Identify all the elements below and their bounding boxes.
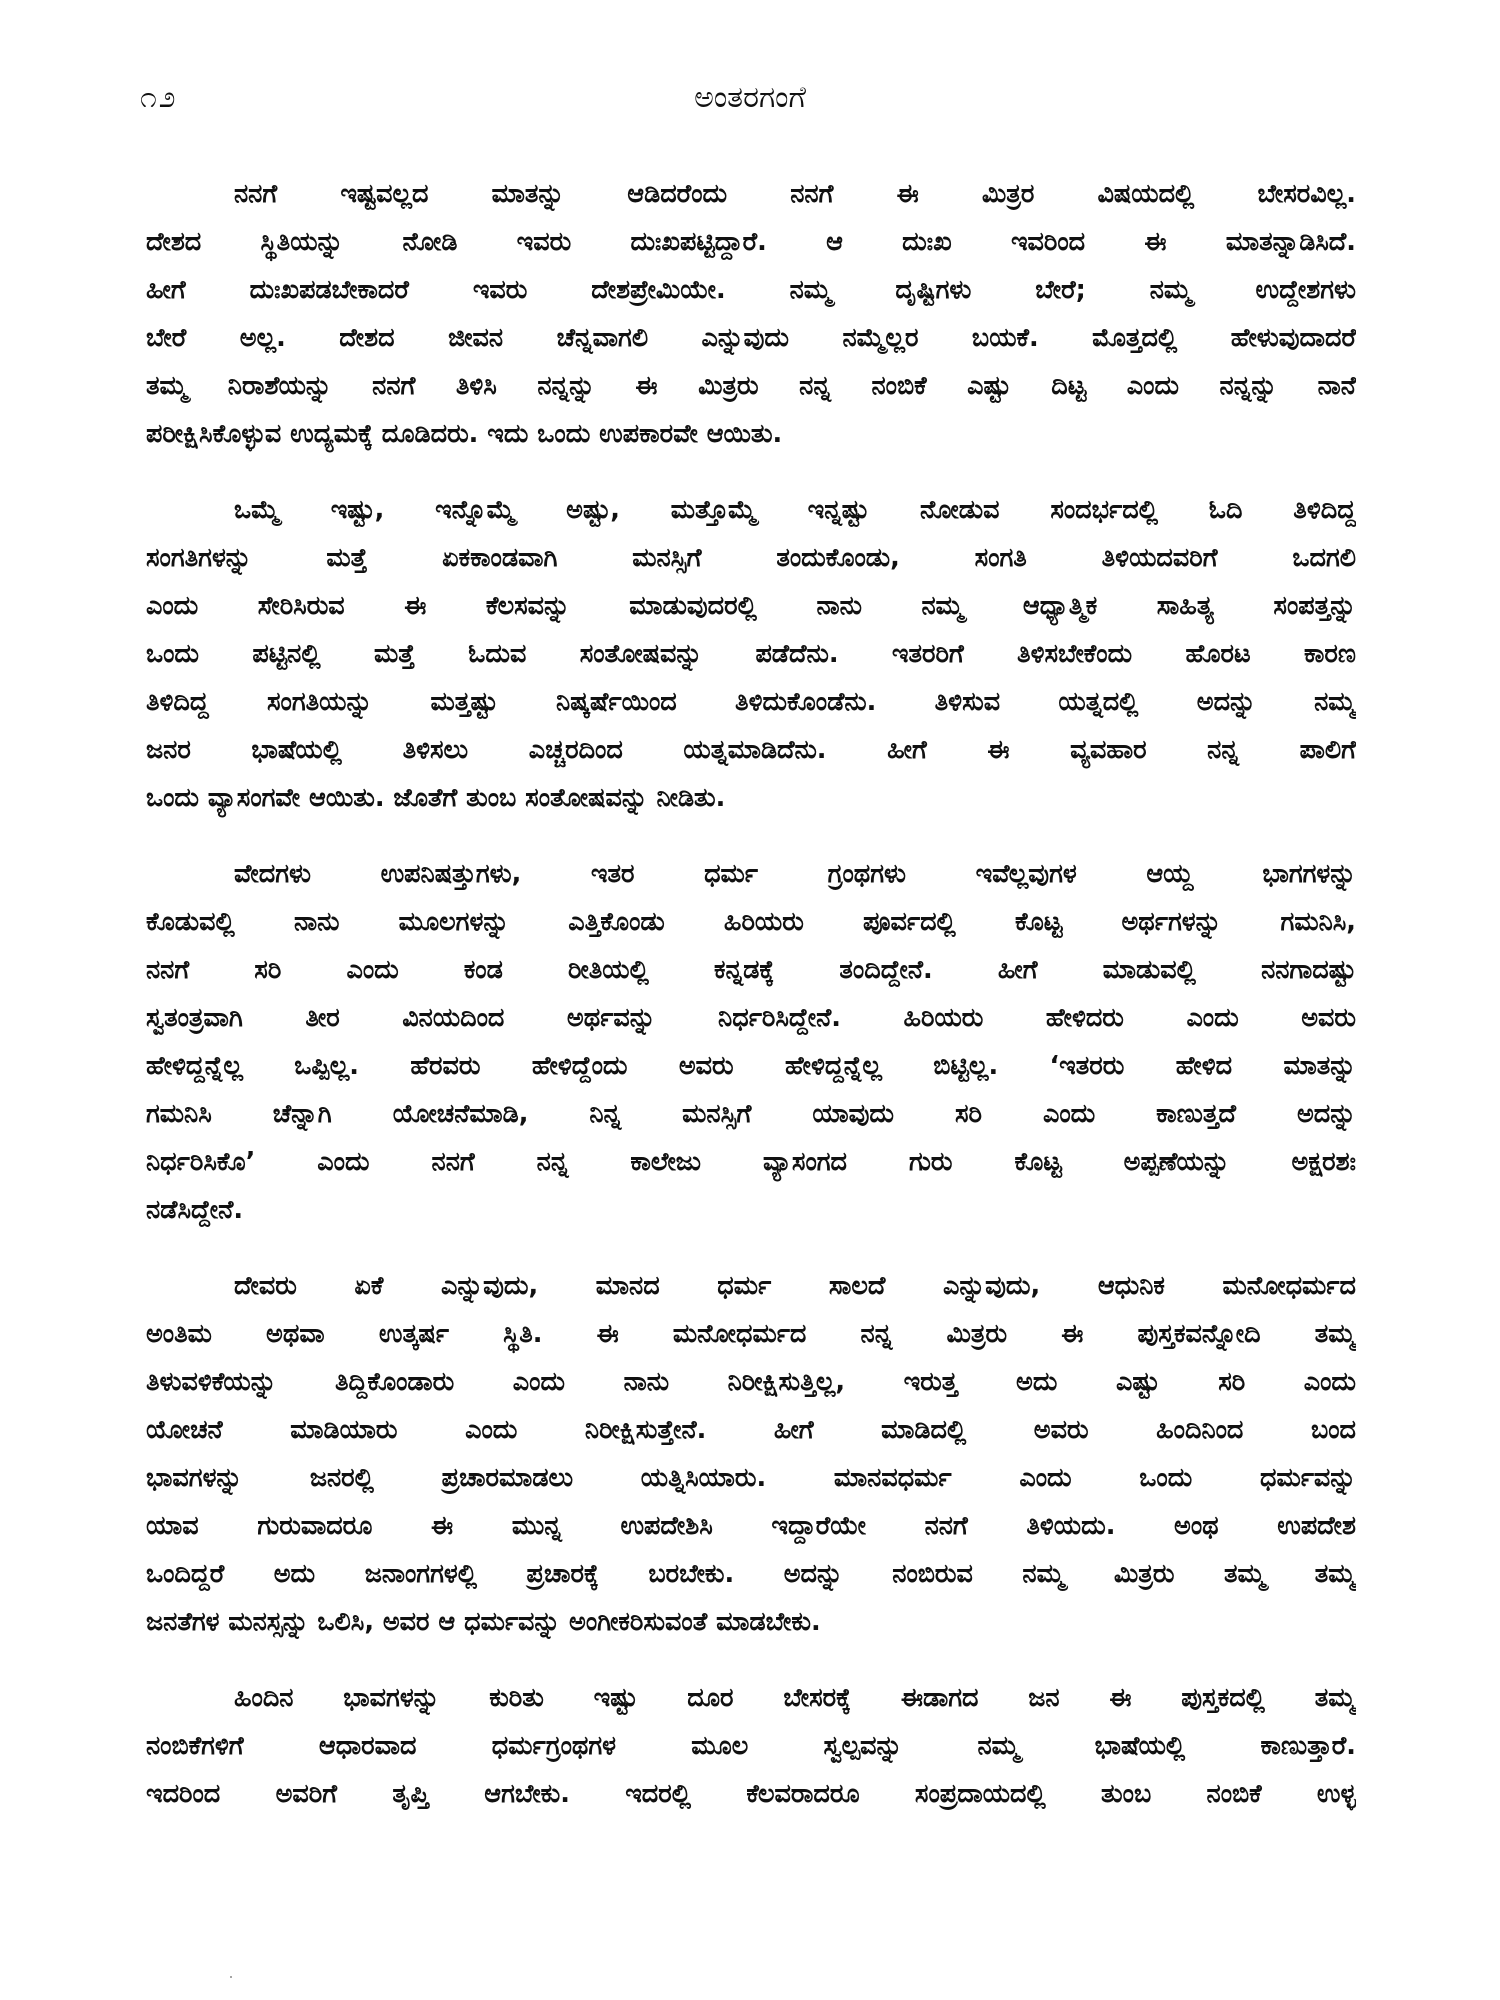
text-line: ಅಂತಿಮ ಅಥವಾ ಉತ್ಕರ್ಷ ಸ್ಥಿತಿ. ಈ ಮನೋಧರ್ಮದ ನನ್ನ ಮಿತ್ರರು ಈ ಪುಸ್ತಕವನ್ನೋದಿ ತಮ್ಮ bbox=[146, 1319, 1356, 1349]
text-line: ದೇವರು ಏಕೆ ಎನ್ನುವುದು, ಮಾನದ ಧರ್ಮ ಸಾಲದೆ ಎನ್ನುವುದು, ಆಧುನಿಕ ಮನೋಧರ್ಮದ bbox=[234, 1271, 1356, 1301]
text-line: ಸಂಗತಿಗಳನ್ನು ಮತ್ತೆ ಏಕಕಾಂಡವಾಗಿ ಮನಸ್ಸಿಗೆ ತಂದುಕೊಂಡು, ಸಂಗತಿ ತಿಳಿಯದವರಿಗೆ ಒದಗಲಿ bbox=[146, 543, 1356, 573]
text-line: ಒಮ್ಮೆ ಇಷ್ಟು, ಇನ್ನೊಮ್ಮೆ ಅಷ್ಟು, ಮತ್ತೊಮ್ಮೆ ಇನ್ನಷ್ಟು ನೋಡುವ ಸಂದರ್ಭದಲ್ಲಿ ಓದಿ ತಿಳಿದಿದ್ದ bbox=[234, 495, 1356, 525]
text-line: ನಂಬಿಕೆಗಳಿಗೆ ಆಧಾರವಾದ ಧರ್ಮಗ್ರಂಥಗಳ ಮೂಲ ಸ್ವಲ್ಪವನ್ನು ನಮ್ಮ ಭಾಷೆಯಲ್ಲಿ ಕಾಣುತ್ತಾರೆ. bbox=[146, 1731, 1356, 1761]
text-line: ವೇದಗಳು ಉಪನಿಷತ್ತುಗಳು, ಇತರ ಧರ್ಮ ಗ್ರಂಥಗಳು ಇವೆಲ್ಲವುಗಳ ಆಯ್ದ ಭಾಗಗಳನ್ನು bbox=[234, 859, 1356, 889]
text-line: ದೇಶದ ಸ್ಥಿತಿಯನ್ನು ನೋಡಿ ಇವರು ದುಃಖಪಟ್ಟಿದ್ದಾರೆ. ಆ ದುಃಖ ಇವರಿಂದ ಈ ಮಾತನ್ನಾಡಿಸಿದೆ. bbox=[146, 227, 1356, 257]
text-line: ಎಂದು ಸೇರಿಸಿರುವ ಈ ಕೆಲಸವನ್ನು ಮಾಡುವುದರಲ್ಲಿ ನಾನು ನಮ್ಮ ಆಧ್ಯಾತ್ಮಿಕ ಸಾಹಿತ್ಯ ಸಂಪತ್ತನ್ನು bbox=[146, 591, 1356, 621]
text-line: ಯೋಚನೆ ಮಾಡಿಯಾರು ಎಂದು ನಿರೀಕ್ಷಿಸುತ್ತೇನೆ. ಹೀಗೆ ಮಾಡಿದಲ್ಲಿ ಅವರು ಹಿಂದಿನಿಂದ ಬಂದ bbox=[146, 1415, 1356, 1445]
text-line: ಗಮನಿಸಿ ಚೆನ್ನಾಗಿ ಯೋಚನೆಮಾಡಿ, ನಿನ್ನ ಮನಸ್ಸಿಗೆ ಯಾವುದು ಸರಿ ಎಂದು ಕಾಣುತ್ತದೆ ಅದನ್ನು bbox=[146, 1099, 1356, 1129]
text-line: ಯಾವ ಗುರುವಾದರೂ ಈ ಮುನ್ನ ಉಪದೇಶಿಸಿ ಇದ್ದಾರೆಯೇ ನನಗೆ ತಿಳಿಯದು. ಅಂಥ ಉಪದೇಶ bbox=[146, 1511, 1356, 1541]
text-line: ಒಂದಿದ್ದರೆ ಅದು ಜನಾಂಗಗಳಲ್ಲಿ ಪ್ರಚಾರಕ್ಕೆ ಬರಬೇಕು. ಅದನ್ನು ನಂಬಿರುವ ನಮ್ಮ ಮಿತ್ರರು ತಮ್ಮ ತಮ್ಮ bbox=[146, 1559, 1356, 1589]
text-line: ಬೇರೆ ಅಲ್ಲ. ದೇಶದ ಜೀವನ ಚೆನ್ನವಾಗಲಿ ಎನ್ನುವುದು ನಮ್ಮೆಲ್ಲರ ಬಯಕೆ. ಮೊತ್ತದಲ್ಲಿ ಹೇಳುವುದಾದರೆ bbox=[146, 323, 1356, 353]
text-line: ಜನತೆಗಳ ಮನಸ್ಸನ್ನು ಒಲಿಸಿ, ಅವರ ಆ ಧರ್ಮವನ್ನು ಅಂಗೀಕರಿಸುವಂತೆ ಮಾಡಬೇಕು. bbox=[146, 1607, 821, 1637]
text-line: ನಿರ್ಧರಿಸಿಕೊ’ ಎಂದು ನನಗೆ ನನ್ನ ಕಾಲೇಜು ವ್ಯಾಸಂಗದ ಗುರು ಕೊಟ್ಟ ಅಪ್ಪಣೆಯನ್ನು ಅಕ್ಷರಶಃ bbox=[146, 1147, 1356, 1177]
paragraph-2 bbox=[146, 486, 1356, 822]
text-line: ಸ್ವತಂತ್ರವಾಗಿ ತೀರ ವಿನಯದಿಂದ ಅರ್ಥವನ್ನು ನಿರ್ಧರಿಸಿದ್ದೇನೆ. ಹಿರಿಯರು ಹೇಳಿದರು ಎಂದು ಅವರು bbox=[146, 1003, 1356, 1033]
text-line: ನನಗೆ ಸರಿ ಎಂದು ಕಂಡ ರೀತಿಯಲ್ಲಿ ಕನ್ನಡಕ್ಕೆ ತಂದಿದ್ದೇನೆ. ಹೀಗೆ ಮಾಡುವಲ್ಲಿ ನನಗಾದಷ್ಟು bbox=[146, 955, 1356, 985]
text-line: ಹೀಗೆ ದುಃಖಪಡಬೇಕಾದರೆ ಇವರು ದೇಶಪ್ರೇಮಿಯೇ. ನಮ್ಮ ದೃಷ್ಟಿಗಳು ಬೇರೆ; ನಮ್ಮ ಉದ್ದೇಶಗಳು bbox=[146, 275, 1356, 305]
body-text bbox=[146, 170, 1356, 1846]
text-line: ಹಿಂದಿನ ಭಾವಗಳನ್ನು ಕುರಿತು ಇಷ್ಟು ದೂರ ಬೇಸರಕ್ಕೆ ಈಡಾಗದ ಜನ ಈ ಪುಸ್ತಕದಲ್ಲಿ ತಮ್ಮ bbox=[234, 1683, 1356, 1713]
text-line: ಕೊಡುವಲ್ಲಿ ನಾನು ಮೂಲಗಳನ್ನು ಎತ್ತಿಕೊಂಡು ಹಿರಿಯರು ಪೂರ್ವದಲ್ಲಿ ಕೊಟ್ಟ ಅರ್ಥಗಳನ್ನು ಗಮನಿಸಿ, bbox=[146, 907, 1356, 937]
scan-speck bbox=[230, 1976, 232, 1978]
text-line: ಪರೀಕ್ಷಿಸಿಕೊಳ್ಳುವ ಉದ್ಯಮಕ್ಕೆ ದೂಡಿದರು. ಇದು ಒಂದು ಉಪಕಾರವೇ ಆಯಿತು. bbox=[146, 419, 783, 449]
running-title: ಅಂತರಗಂಗೆ bbox=[694, 80, 806, 115]
paragraph-3 bbox=[146, 850, 1356, 1234]
page-number: ೧೨ bbox=[140, 80, 178, 115]
text-line: ಇದರಿಂದ ಅವರಿಗೆ ತೃಪ್ತಿ ಆಗಬೇಕು. ಇದರಲ್ಲಿ ಕೆಲವರಾದರೂ ಸಂಪ್ರದಾಯದಲ್ಲಿ ತುಂಬ ನಂಬಿಕೆ ಉಳ್ಳ bbox=[146, 1779, 1356, 1809]
paragraph-1 bbox=[146, 170, 1356, 458]
paragraph-4 bbox=[146, 1262, 1356, 1646]
text-line: ಒಂದು ಪಟ್ಟಿನಲ್ಲಿ ಮತ್ತೆ ಓದುವ ಸಂತೋಷವನ್ನು ಪಡೆದೆನು. ಇತರರಿಗೆ ತಿಳಿಸಬೇಕೆಂದು ಹೊರಟ ಕಾರಣ bbox=[146, 639, 1356, 669]
text-line: ಜನರ ಭಾಷೆಯಲ್ಲಿ ತಿಳಿಸಲು ಎಚ್ಚರದಿಂದ ಯತ್ನಮಾಡಿದೆನು. ಹೀಗೆ ಈ ವ್ಯವಹಾರ ನನ್ನ ಪಾಲಿಗೆ bbox=[146, 735, 1356, 765]
text-line: ತಮ್ಮ ನಿರಾಶೆಯನ್ನು ನನಗೆ ತಿಳಿಸಿ ನನ್ನನ್ನು ಈ ಮಿತ್ರರು ನನ್ನ ನಂಬಿಕೆ ಎಷ್ಟು ದಿಟ್ಟ ಎಂದು ನನ್ನನ್ನು ನಾನೆ bbox=[146, 371, 1356, 401]
paragraph-5 bbox=[146, 1674, 1356, 1818]
text-line: ಭಾವಗಳನ್ನು ಜನರಲ್ಲಿ ಪ್ರಚಾರಮಾಡಲು ಯತ್ನಿಸಿಯಾರು. ಮಾನವಧರ್ಮ ಎಂದು ಒಂದು ಧರ್ಮವನ್ನು bbox=[146, 1463, 1356, 1493]
text-line: ನನಗೆ ಇಷ್ಟವಲ್ಲದ ಮಾತನ್ನು ಆಡಿದರೆಂದು ನನಗೆ ಈ ಮಿತ್ರರ ವಿಷಯದಲ್ಲಿ ಬೇಸರವಿಲ್ಲ. bbox=[234, 179, 1356, 209]
text-line: ತಿಳುವಳಿಕೆಯನ್ನು ತಿದ್ದಿಕೊಂಡಾರು ಎಂದು ನಾನು ನಿರೀಕ್ಷಿಸುತ್ತಿಲ್ಲ, ಇರುತ್ತ ಅದು ಎಷ್ಟು ಸರಿ ಎಂದು bbox=[146, 1367, 1356, 1397]
text-line: ಹೇಳಿದ್ದನ್ನೆಲ್ಲ ಒಪ್ಪಿಲ್ಲ. ಹೆರವರು ಹೇಳಿದ್ದೆಂದು ಅವರು ಹೇಳಿದ್ದನ್ನೆಲ್ಲ ಬಿಟ್ಟಿಲ್ಲ. ‘ಇತರರು ಹೇಳಿದ ಮಾತನ್ನು bbox=[146, 1051, 1356, 1081]
text-line: ನಡೆಸಿದ್ದೇನೆ. bbox=[146, 1195, 244, 1225]
text-line: ತಿಳಿದಿದ್ದ ಸಂಗತಿಯನ್ನು ಮತ್ತಷ್ಟು ನಿಷ್ಕರ್ಷೆಯಿಂದ ತಿಳಿದುಕೊಂಡೆನು. ತಿಳಿಸುವ ಯತ್ನದಲ್ಲಿ ಅದನ್ನು ನಮ್ಮ bbox=[146, 687, 1356, 717]
text-line: ಒಂದು ವ್ಯಾಸಂಗವೇ ಆಯಿತು. ಜೊತೆಗೆ ತುಂಬ ಸಂತೋಷವನ್ನು ನೀಡಿತು. bbox=[146, 783, 726, 813]
